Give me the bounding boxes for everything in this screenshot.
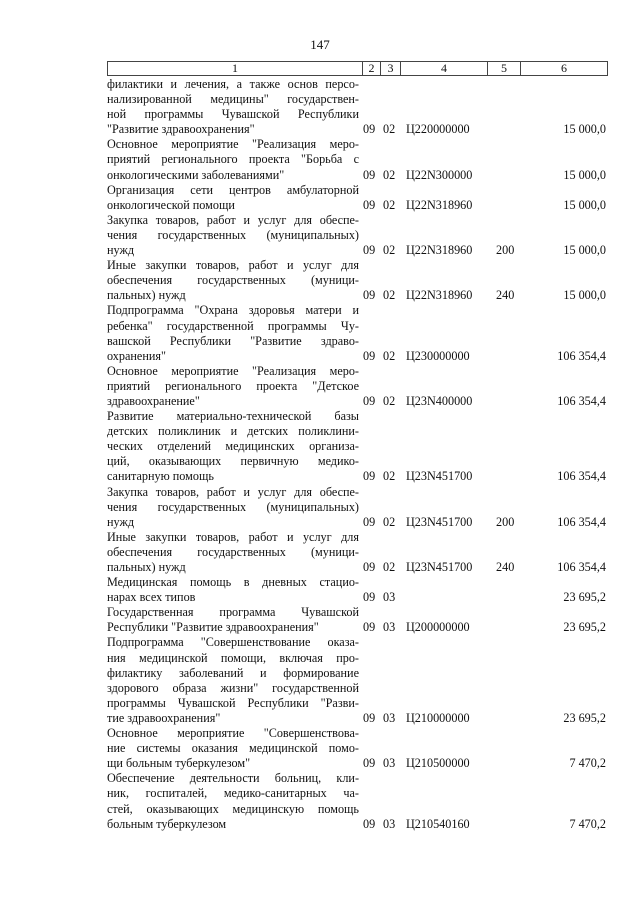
description-line: пальных) нужд bbox=[107, 288, 186, 303]
target-article-code: Ц210540160 bbox=[406, 816, 470, 831]
section-code: 09 bbox=[363, 197, 376, 212]
description-line: Основное мероприятие "Реализация меро- bbox=[107, 363, 359, 378]
amount: 15 000,0 bbox=[563, 288, 606, 303]
description-line: Основное мероприятие "Совершенствова- bbox=[107, 726, 359, 741]
section-code: 09 bbox=[363, 816, 376, 831]
subsection-code: 02 bbox=[383, 243, 396, 258]
description-line: чения государственных (муниципальных) bbox=[107, 227, 359, 242]
subsection-code: 02 bbox=[383, 393, 396, 408]
section-code: 09 bbox=[363, 710, 376, 725]
amount: 7 470,2 bbox=[569, 756, 606, 771]
header-col-2: 2 bbox=[363, 62, 381, 75]
section-code: 09 bbox=[363, 288, 376, 303]
section-code: 09 bbox=[363, 348, 376, 363]
description-line: ние системы оказания медицинской помо- bbox=[107, 741, 359, 756]
table-row bbox=[107, 137, 608, 182]
table-row bbox=[107, 605, 608, 635]
description-line: Государственная программа Чувашской bbox=[107, 605, 359, 620]
amount: 106 354,4 bbox=[557, 560, 606, 574]
description-line: вашской Республики "Развитие здраво- bbox=[107, 333, 359, 348]
section-code: 09 bbox=[363, 243, 376, 258]
amount: 106 354,4 bbox=[557, 393, 606, 408]
description-line: ребенка" государственной программы Чу- bbox=[107, 318, 359, 333]
description-line: Обеспечение деятельности больниц, кли- bbox=[107, 771, 359, 786]
description-line: онкологической помощи bbox=[107, 197, 235, 212]
row-description bbox=[107, 183, 361, 213]
row-description bbox=[107, 575, 361, 605]
description-line: Закупка товаров, работ и услуг для обеспе- bbox=[107, 212, 359, 227]
target-article-code: Ц23N451700 bbox=[406, 469, 473, 484]
table-row bbox=[107, 303, 608, 363]
target-article-code: Ц230000000 bbox=[406, 348, 470, 363]
description-line: детских поликлиник и детских поликлини- bbox=[107, 424, 359, 439]
target-article-code: Ц23N451700 bbox=[406, 560, 473, 574]
subsection-code: 02 bbox=[383, 167, 396, 182]
header-col-1: 1 bbox=[108, 62, 363, 75]
target-article-code: Ц22N318960 bbox=[406, 197, 473, 212]
table-row bbox=[107, 485, 608, 530]
expense-type-code: 200 bbox=[496, 243, 515, 258]
description-line: Развитие материально-технической базы bbox=[107, 409, 359, 424]
section-code: 09 bbox=[363, 393, 376, 408]
description-line: приятий регионального проекта "Борьба с bbox=[107, 152, 359, 167]
description-line: ной программы Чувашской Республики bbox=[107, 107, 359, 122]
amount: 106 354,4 bbox=[557, 348, 606, 363]
description-line: нужд bbox=[107, 514, 135, 529]
table-body bbox=[107, 77, 608, 832]
row-description bbox=[107, 409, 361, 484]
description-line: пальных) нужд bbox=[107, 560, 186, 574]
table-row bbox=[107, 771, 608, 831]
subsection-code: 03 bbox=[383, 710, 396, 725]
description-line: приятий регионального проекта "Детское bbox=[107, 378, 359, 393]
row-description bbox=[107, 303, 361, 363]
description-line: нарах всех типов bbox=[107, 590, 196, 605]
section-code: 09 bbox=[363, 514, 376, 529]
subsection-code: 03 bbox=[383, 816, 396, 831]
amount: 106 354,4 bbox=[557, 469, 606, 484]
table-row bbox=[107, 530, 608, 575]
description-line: Подпрограмма "Совершенствование оказа- bbox=[107, 635, 359, 650]
table-row bbox=[107, 726, 608, 771]
description-line: обеспечения государственных (муници- bbox=[107, 273, 359, 288]
section-code: 09 bbox=[363, 122, 376, 137]
header-col-5: 5 bbox=[488, 62, 521, 75]
table-row bbox=[107, 183, 608, 213]
subsection-code: 03 bbox=[383, 620, 396, 635]
description-line: санитарную помощь bbox=[107, 469, 214, 484]
amount: 15 000,0 bbox=[563, 122, 606, 137]
row-description bbox=[107, 771, 361, 831]
subsection-code: 02 bbox=[383, 514, 396, 529]
row-description bbox=[107, 530, 361, 575]
description-line: ческих отделений медицинских организа- bbox=[107, 439, 359, 454]
description-line: филактику заболеваний и формирование bbox=[107, 665, 359, 680]
table-row bbox=[107, 364, 608, 409]
subsection-code: 02 bbox=[383, 348, 396, 363]
description-line: тие здравоохранения" bbox=[107, 710, 221, 725]
description-line: Медицинская помощь в дневных стацио- bbox=[107, 575, 359, 590]
description-line: охранения" bbox=[107, 348, 166, 363]
description-line: Закупка товаров, работ и услуг для обеспе- bbox=[107, 484, 359, 499]
table-row bbox=[107, 635, 608, 726]
description-line: Основное мероприятие "Реализация меро- bbox=[107, 137, 359, 152]
target-article-code: Ц23N400000 bbox=[406, 393, 473, 408]
description-line: Иные закупки товаров, работ и услуг для bbox=[107, 529, 359, 544]
description-line: больным туберкулезом bbox=[107, 816, 227, 831]
amount: 15 000,0 bbox=[563, 197, 606, 212]
table-header bbox=[107, 61, 608, 76]
description-line: Иные закупки товаров, работ и услуг для bbox=[107, 258, 359, 273]
description-line: чения государственных (муниципальных) bbox=[107, 499, 359, 514]
description-line: нализированной медицины" государствен- bbox=[107, 92, 359, 107]
description-line: Республики "Развитие здравоохранения" bbox=[107, 620, 319, 635]
row-description bbox=[107, 635, 361, 726]
description-line: "Развитие здравоохранения" bbox=[107, 122, 255, 137]
target-article-code: Ц210500000 bbox=[406, 756, 470, 771]
subsection-code: 02 bbox=[383, 122, 396, 137]
subsection-code: 02 bbox=[383, 197, 396, 212]
target-article-code: Ц22N318960 bbox=[406, 288, 473, 303]
target-article-code: Ц23N451700 bbox=[406, 514, 473, 529]
subsection-code: 02 bbox=[383, 288, 396, 303]
description-line: филактики и лечения, а также основ персо- bbox=[107, 77, 359, 91]
description-line: щи больным туберкулезом" bbox=[107, 756, 251, 771]
target-article-code: Ц210000000 bbox=[406, 710, 470, 725]
row-description bbox=[107, 213, 361, 258]
amount: 23 695,2 bbox=[563, 590, 606, 605]
header-col-6: 6 bbox=[561, 61, 567, 75]
amount: 23 695,2 bbox=[563, 710, 606, 725]
description-line: здорового образа жизни" государственной bbox=[107, 680, 359, 695]
description-line: нужд bbox=[107, 243, 135, 258]
header-col-3: 3 bbox=[381, 62, 401, 75]
subsection-code: 02 bbox=[383, 469, 396, 484]
amount: 23 695,2 bbox=[563, 620, 606, 635]
subsection-code: 03 bbox=[383, 590, 396, 605]
section-code: 09 bbox=[363, 756, 376, 771]
section-code: 09 bbox=[363, 167, 376, 182]
row-description bbox=[107, 258, 361, 303]
description-line: стей, оказывающих медицинскую помощь bbox=[107, 801, 359, 816]
description-line: ния медицинской помощи, включая про- bbox=[107, 650, 359, 665]
expense-type-code: 240 bbox=[496, 560, 515, 574]
description-line: программы Чувашской Республики "Разви- bbox=[107, 695, 359, 710]
row-description bbox=[107, 605, 361, 635]
target-article-code: Ц200000000 bbox=[406, 620, 470, 635]
header-col-4: 4 bbox=[401, 62, 488, 75]
row-description bbox=[107, 485, 361, 530]
section-code: 09 bbox=[363, 560, 376, 574]
description-line: ций, оказывающих первичную медико- bbox=[107, 454, 359, 469]
amount: 106 354,4 bbox=[557, 514, 606, 529]
row-description bbox=[107, 137, 361, 182]
description-line: онкологическими заболеваниями" bbox=[107, 167, 285, 182]
page-number: 147 bbox=[310, 37, 330, 52]
table-row bbox=[107, 77, 608, 137]
expense-type-code: 240 bbox=[496, 288, 515, 303]
section-code: 09 bbox=[363, 590, 376, 605]
description-line: ник, госпиталей, медико-санитарных ча- bbox=[107, 786, 359, 801]
description-line: обеспечения государственных (муници- bbox=[107, 544, 359, 559]
target-article-code: Ц220000000 bbox=[406, 122, 470, 137]
section-code: 09 bbox=[363, 469, 376, 484]
amount: 7 470,2 bbox=[569, 816, 606, 831]
description-line: Организация сети центров амбулаторной bbox=[107, 182, 359, 197]
expense-type-code: 200 bbox=[496, 514, 515, 529]
table-row bbox=[107, 575, 608, 605]
amount: 15 000,0 bbox=[563, 243, 606, 258]
description-line: Подпрограмма "Охрана здоровья матери и bbox=[107, 303, 359, 318]
description-line: здравоохранение" bbox=[107, 393, 200, 408]
target-article-code: Ц22N300000 bbox=[406, 167, 473, 182]
target-article-code: Ц22N318960 bbox=[406, 243, 473, 258]
subsection-code: 02 bbox=[383, 560, 396, 574]
table-row bbox=[107, 213, 608, 258]
table-row bbox=[107, 409, 608, 484]
row-description bbox=[107, 364, 361, 409]
section-code: 09 bbox=[363, 620, 376, 635]
subsection-code: 03 bbox=[383, 756, 396, 771]
row-description bbox=[107, 77, 361, 137]
table-row bbox=[107, 258, 608, 303]
amount: 15 000,0 bbox=[563, 167, 606, 182]
row-description bbox=[107, 726, 361, 771]
